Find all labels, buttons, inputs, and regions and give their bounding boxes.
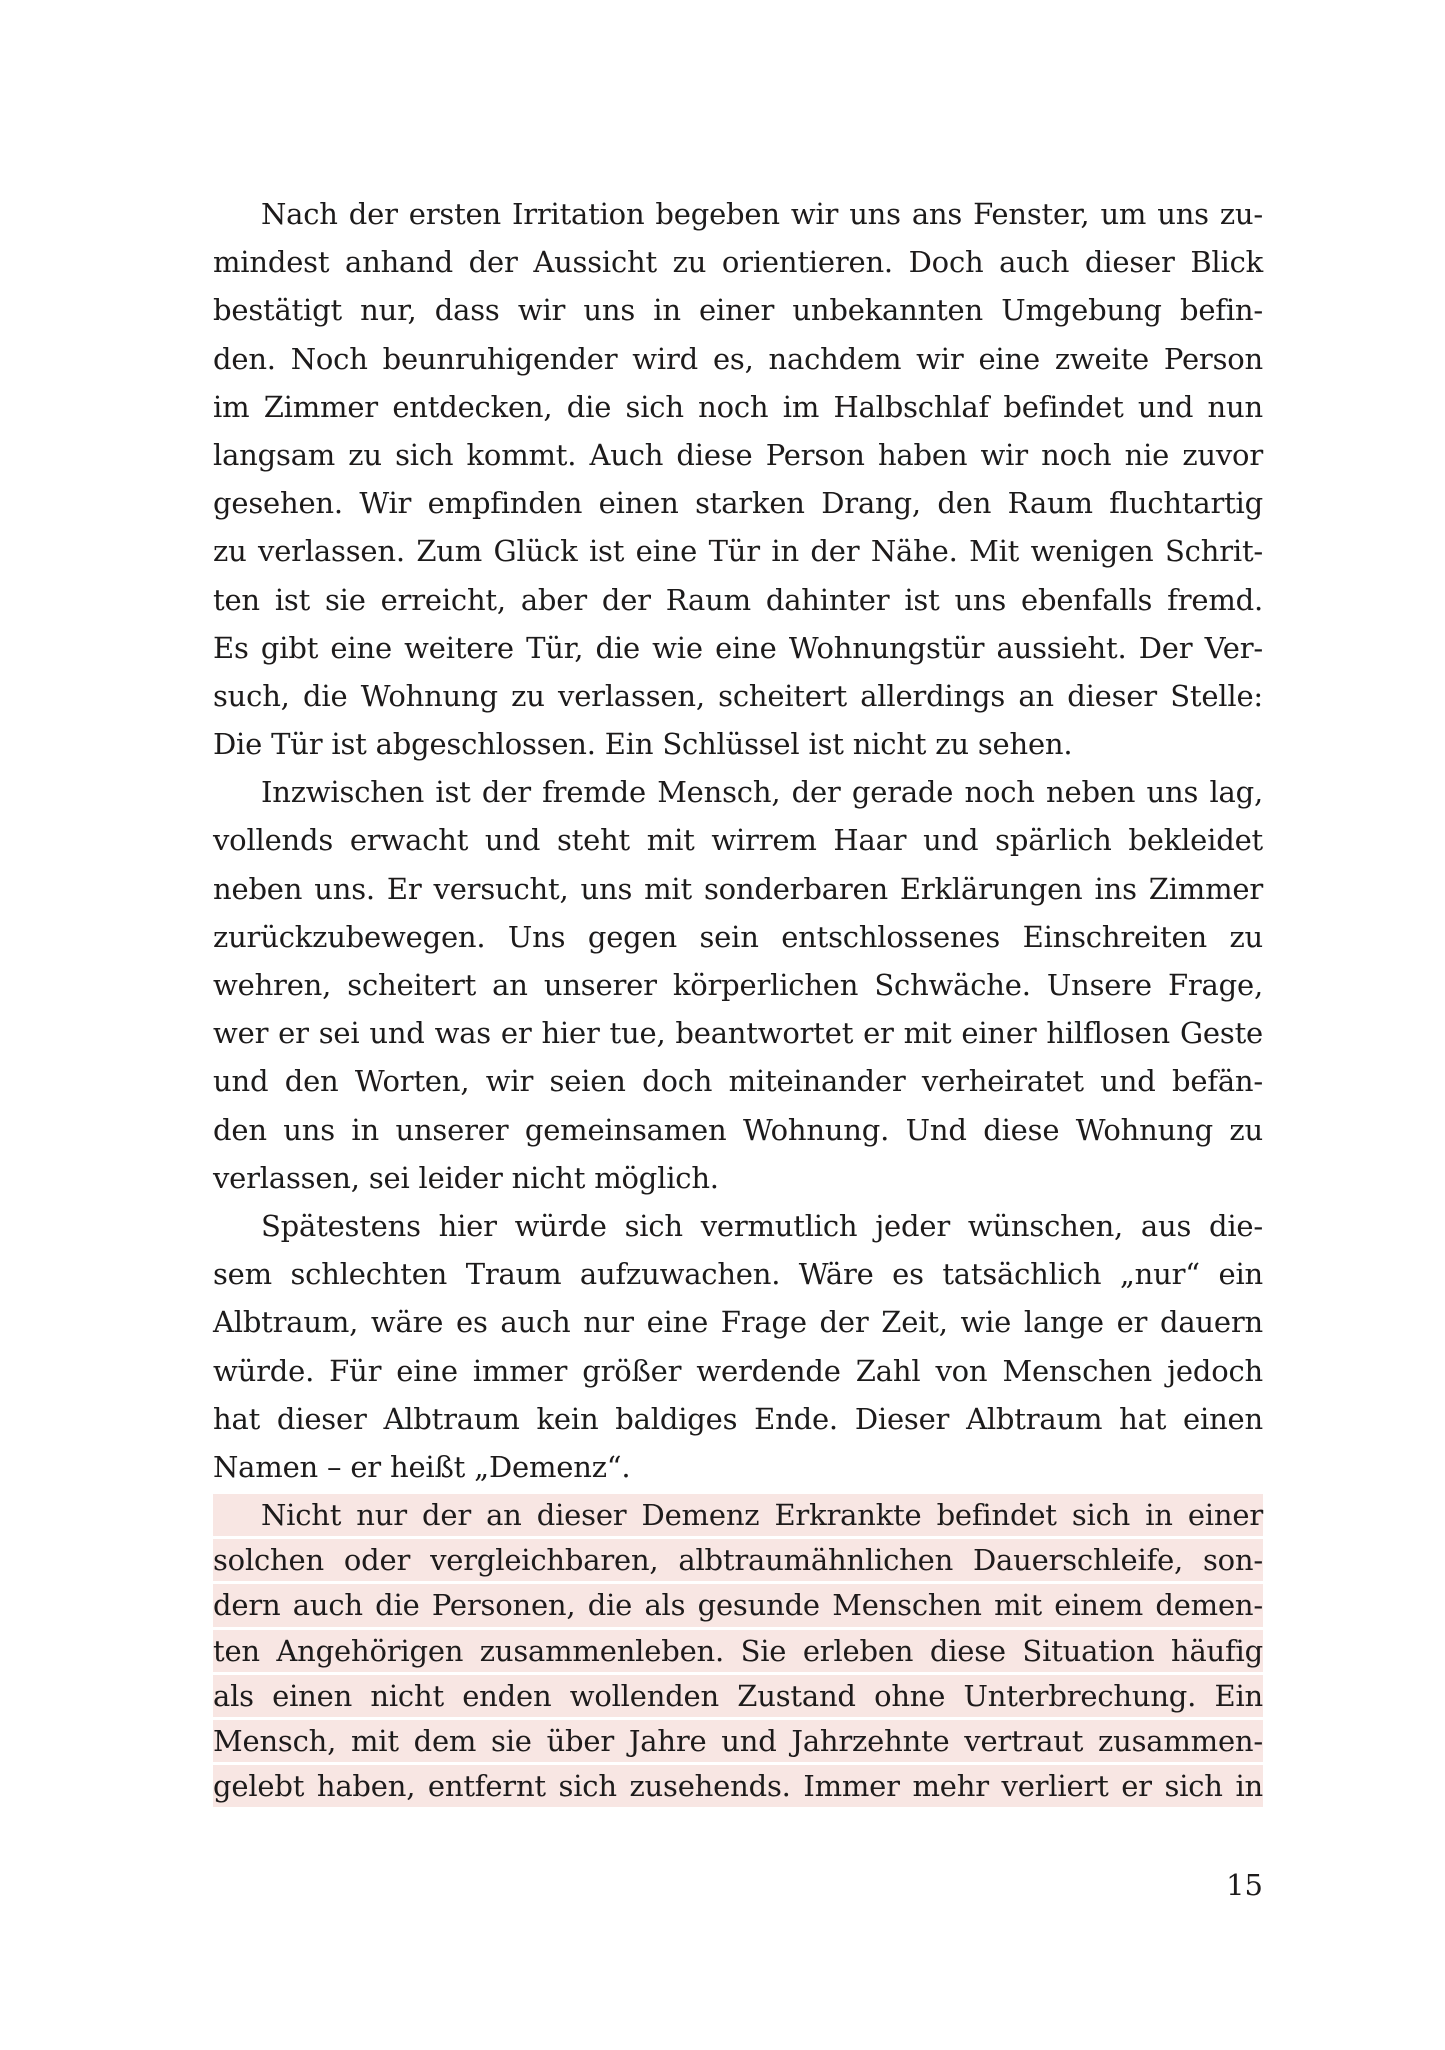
text-line: Inzwischen ist der fremde Mensch, der gerade noch neben uns lag,	[261, 775, 1263, 810]
paragraph-1	[213, 190, 1263, 768]
highlighted-text-line: gelebt haben, entfernt sich zusehends. Immer mehr verliert er sich in	[213, 1765, 1263, 1807]
text-line: mindest anhand der Aussicht zu orientieren. Doch auch dieser Blick	[213, 245, 1263, 280]
paragraph-3	[213, 1202, 1263, 1491]
text-line: bestätigt nur, dass wir uns in einer unbekannten Umgebung befin-	[213, 293, 1263, 328]
text-line: wer er sei und was er hier tue, beantwortet er mit einer hilflosen Geste	[213, 1016, 1263, 1051]
highlighted-paragraph	[213, 1494, 1263, 1807]
page-body	[213, 190, 1263, 1810]
text-line: such, die Wohnung zu verlassen, scheitert allerdings an dieser Stelle:	[213, 678, 1263, 713]
text-line: Spätestens hier würde sich vermutlich jeder wünschen, aus die-	[261, 1208, 1263, 1243]
text-line: und den Worten, wir seien doch miteinander verheiratet und befän-	[213, 1064, 1263, 1099]
highlighted-text-line: Nicht nur der an dieser Demenz Erkrankte befindet sich in einer	[213, 1494, 1263, 1536]
text-line: den. Noch beunruhigender wird es, nachdem wir eine zweite Person	[213, 341, 1263, 376]
highlighted-text-line: ten Angehörigen zusammenleben. Sie erleben diese Situation häufig	[213, 1630, 1263, 1672]
text-line: Albtraum, wäre es auch nur eine Frage der Zeit, wie lange er dauern	[213, 1305, 1263, 1340]
text-line: Die Tür ist abgeschlossen. Ein Schlüssel ist nicht zu sehen.	[213, 727, 1073, 762]
text-line: neben uns. Er versucht, uns mit sonderbaren Erklärungen ins Zimmer	[213, 871, 1263, 906]
text-line: ten ist sie erreicht, aber der Raum dahinter ist uns ebenfalls fremd.	[213, 582, 1263, 617]
page-number: 15	[1226, 1868, 1263, 1902]
text-line: gesehen. Wir empfinden einen starken Drang, den Raum fluchtartig	[213, 486, 1263, 521]
text-line: hat dieser Albtraum kein baldiges Ende. Dieser Albtraum hat einen	[213, 1401, 1263, 1436]
text-line: zurückzubewegen. Uns gegen sein entschlossenes Einschreiten zu	[213, 919, 1263, 954]
highlighted-text-line: Mensch, mit dem sie über Jahre und Jahrzehnte vertraut zusammen-	[213, 1720, 1263, 1762]
text-line: sem schlechten Traum aufzuwachen. Wäre es tatsächlich „nur“ ein	[213, 1257, 1263, 1292]
text-line: Es gibt eine weitere Tür, die wie eine Wohnungstür aussieht. Der Ver-	[213, 630, 1263, 665]
text-line: Namen – er heißt „Demenz“.	[213, 1449, 631, 1484]
highlighted-text-line: dern auch die Personen, die als gesunde Menschen mit einem demen-	[213, 1584, 1263, 1626]
text-line: Nach der ersten Irritation begeben wir uns ans Fenster, um uns zu-	[261, 197, 1263, 231]
text-line: den uns in unserer gemeinsamen Wohnung. Und diese Wohnung zu	[213, 1112, 1263, 1147]
text-line: zu verlassen. Zum Glück ist eine Tür in der Nähe. Mit wenigen Schrit-	[213, 534, 1263, 569]
text-line: im Zimmer entdecken, die sich noch im Halbschlaf befindet und nun	[213, 389, 1263, 424]
highlighted-text-line: solchen oder vergleichbaren, albtraumähnlichen Dauerschleife, son-	[213, 1539, 1263, 1581]
paragraph-2	[213, 768, 1263, 1202]
text-line: vollends erwacht und steht mit wirrem Haar und spärlich bekleidet	[213, 823, 1263, 858]
text-line: würde. Für eine immer größer werdende Zahl von Menschen jedoch	[213, 1353, 1263, 1388]
highlighted-text-line: als einen nicht enden wollenden Zustand ohne Unterbrechung. Ein	[213, 1675, 1263, 1717]
text-line: wehren, scheitert an unserer körperlichen Schwäche. Unsere Frage,	[213, 968, 1263, 1002]
text-line: verlassen, sei leider nicht möglich.	[213, 1160, 719, 1195]
text-line: langsam zu sich kommt. Auch diese Person haben wir noch nie zuvor	[213, 437, 1263, 472]
